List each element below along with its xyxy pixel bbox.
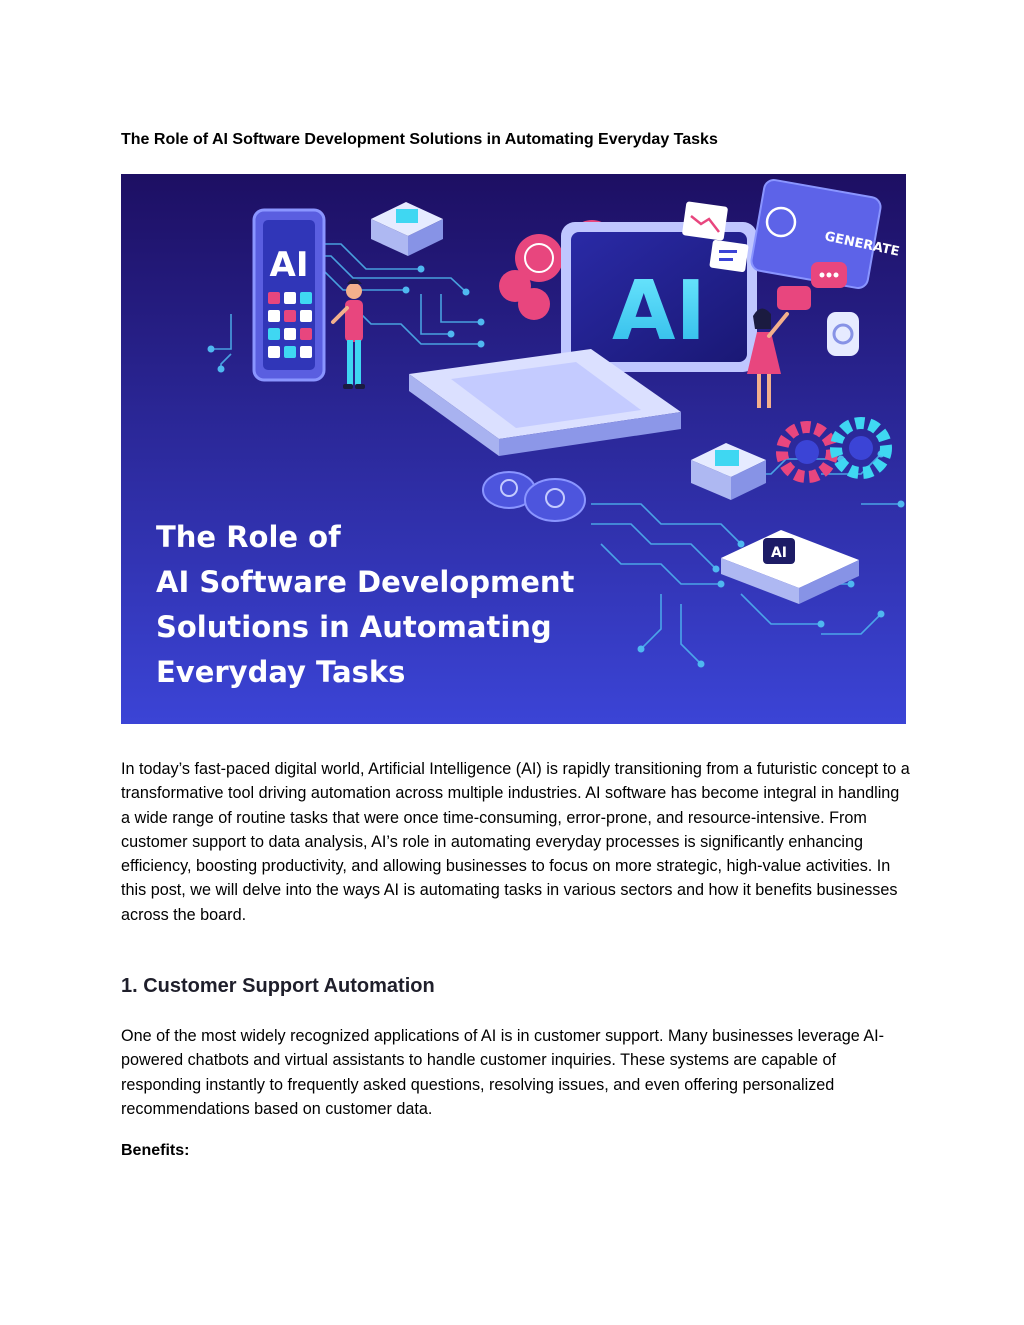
hero-headline-line-4: Everyday Tasks (156, 655, 406, 689)
document-title: The Role of AI Software Development Solutions in Automating Everyday Tasks (121, 131, 718, 148)
hero-headline-line-1: The Role of (156, 520, 341, 554)
section-paragraph: One of the most widely recognized applications of AI is in customer support. Many businesses leverage AI-powered chatbots and virtual assistants to handle customer inquiries. These systems are capable of responding instantly to frequently asked questions, resolving issues, and even offering personalized recommendations based on customer data. (121, 1027, 885, 1118)
phone-illustration (254, 210, 324, 380)
benefits-label: Benefits: (121, 1142, 190, 1159)
hero-headline-line-2: AI Software Development (156, 565, 575, 599)
intro-paragraph: In today’s fast-paced digital world, Artificial Intelligence (AI) is rapidly transitioning from a futuristic concept to a transformative tool driving automation across multiple industries. AI software has become integral in handling a wide range of routine tasks that were once time-consuming, error-prone, and resource-intensive. From customer support to data analysis, AI’s role in automating everyday processes is significantly enhancing efficiency, boosting productivity, and allowing businesses to focus on more strategic, high-value activities. In this post, we will delve into the ways AI is automating tasks in various sectors and how it benefits businesses across the board. (121, 760, 910, 924)
section-heading: 1. Customer Support Automation (121, 975, 435, 997)
hero-headline-line-3: Solutions in Automating (156, 610, 552, 644)
hero-illustration (121, 174, 906, 724)
laptop-ai-label: AI (612, 264, 706, 359)
phone-ai-label: AI (269, 245, 309, 285)
generate-label: GENERATE (823, 229, 901, 260)
chip-ai-label: AI (770, 545, 788, 561)
